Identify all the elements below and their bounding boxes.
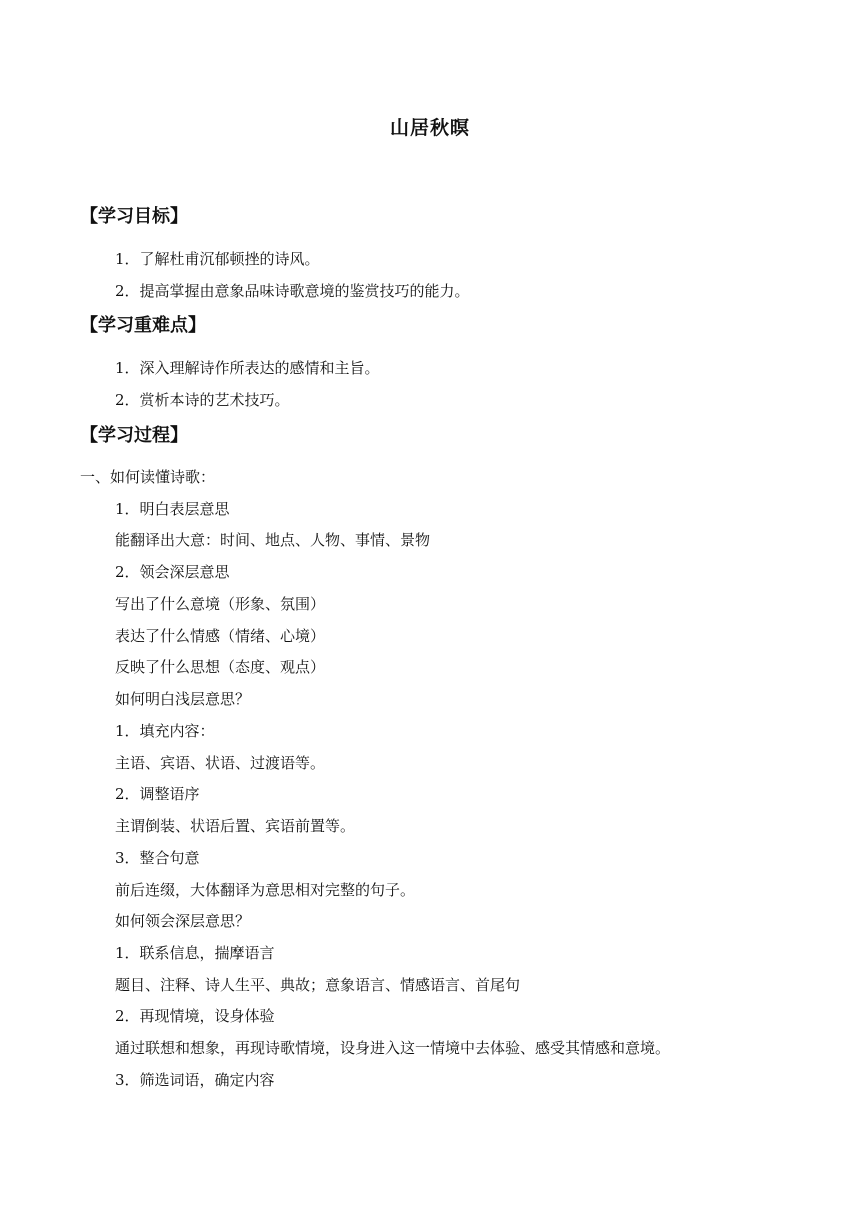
process-line: 2．领会深层意思: [115, 563, 230, 581]
process-line: 写出了什么意境（形象、氛围）: [115, 595, 326, 613]
process-line: 3．筛选词语，确定内容: [115, 1071, 275, 1089]
process-line: 如何明白浅层意思？: [115, 690, 251, 708]
process-line: 一、如何读懂诗歌：: [80, 468, 216, 486]
process-line: 如何领会深层意思？: [115, 912, 251, 930]
process-line: 2．调整语序: [115, 785, 200, 803]
process-line: 1．明白表层意思: [115, 500, 230, 518]
key-point-item: 1．深入理解诗作所表达的感情和主旨。: [115, 359, 380, 377]
learning-goal-item: 1．了解杜甫沉郁顿挫的诗风。: [115, 250, 320, 268]
learning-process-heading: 【学习过程】: [80, 425, 188, 446]
learning-goals-heading: 【学习目标】: [80, 206, 188, 227]
process-line: 反映了什么思想（态度、观点）: [115, 658, 326, 676]
process-line: 3．整合句意: [115, 849, 200, 867]
process-line: 1．联系信息，揣摩语言: [115, 944, 275, 962]
process-line: 1．填充内容：: [115, 722, 215, 740]
document-title: 山居秋暝: [389, 117, 470, 139]
process-line: 主谓倒装、状语后置、宾语前置等。: [115, 817, 356, 835]
process-line: 表达了什么情感（情绪、心境）: [115, 627, 326, 645]
learning-goal-item: 2．提高掌握由意象品味诗歌意境的鉴赏技巧的能力。: [115, 282, 470, 300]
process-line: 题目、注释、诗人生平、典故；意象语言、情感语言、首尾句: [115, 976, 521, 994]
process-line: 通过联想和想象，再现诗歌情境，设身进入这一情境中去体验、感受其情感和意境。: [115, 1039, 671, 1057]
key-points-heading: 【学习重难点】: [80, 315, 206, 336]
key-point-item: 2．赏析本诗的艺术技巧。: [115, 391, 290, 409]
process-line: 前后连缀，大体翻译为意思相对完整的句子。: [115, 881, 416, 899]
process-line: 主语、宾语、状语、过渡语等。: [115, 754, 326, 772]
process-line: 能翻译出大意：时间、地点、人物、事情、景物: [115, 531, 431, 549]
process-line: 2．再现情境，设身体验: [115, 1007, 275, 1025]
